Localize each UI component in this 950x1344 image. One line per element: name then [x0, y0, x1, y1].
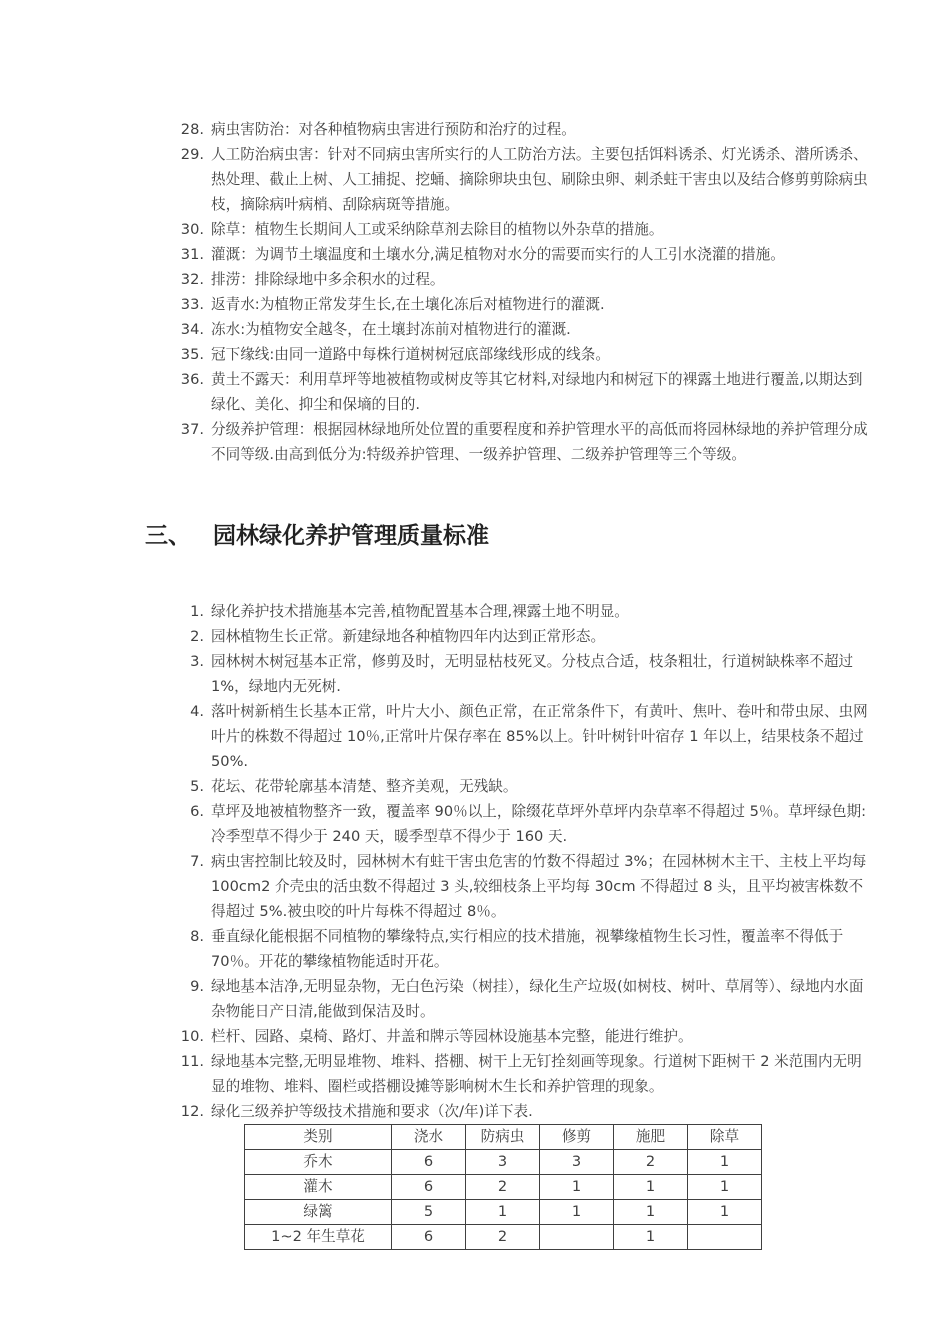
- table-cell: 乔木: [245, 1150, 392, 1175]
- item-text: 绿地基本洁净,无明显杂物，无白色污染（树挂），绿化生产垃圾(如树枝、树叶、草屑等）、绿地内水面杂物能日产日清,能做到保洁及时。: [211, 978, 864, 1020]
- item-number: 7.: [190, 853, 204, 870]
- standards-list: [0, 599, 950, 1124]
- item-number: 6.: [190, 803, 204, 820]
- item-text: 病虫害防治：对各种植物病虫害进行预防和治疗的过程。: [211, 121, 576, 138]
- item-number: 28.: [180, 121, 204, 138]
- table-cell: 6: [392, 1175, 466, 1200]
- table-cell: 3: [466, 1150, 540, 1175]
- item-text: 冠下缘线:由同一道路中每株行道树树冠底部缘线形成的线条。: [211, 346, 610, 363]
- item-text: 草坪及地被植物整齐一致，覆盖率 90％以上，除缀花草坪外草坪内杂草率不得超过 5％。草坪绿色期:冷季型草不得少于 240 天，暖季型草不得少于 160 天.: [211, 803, 866, 845]
- maintenance-table-wrapper: [244, 1124, 762, 1250]
- list-item: [0, 117, 871, 142]
- item-number: 2.: [190, 628, 204, 645]
- table-cell: 1: [540, 1175, 614, 1200]
- list-item: [0, 774, 871, 799]
- item-text: 落叶树新梢生长基本正常，叶片大小、颜色正常，在正常条件下，有黄叶、焦叶、卷叶和带虫尿、虫网叶片的株数不得超过 10％,正常叶片保存率在 85%以上。针叶树针叶宿存 1 年以上，结果枝条不超过 50%.: [211, 703, 868, 770]
- maintenance-table: [244, 1124, 762, 1250]
- list-item: [0, 242, 871, 267]
- item-number: 33.: [180, 296, 204, 313]
- item-number: 1.: [190, 603, 204, 620]
- table-cell: 2: [614, 1150, 688, 1175]
- table-cell: 1: [688, 1175, 762, 1200]
- list-item: [0, 699, 871, 774]
- terms-list: [0, 117, 950, 467]
- item-text: 黄土不露天：利用草坪等地被植物或树皮等其它材料,对绿地内和树冠下的裸露土地进行覆盖,以期达到绿化、美化、抑尘和保墒的目的.: [211, 371, 863, 413]
- item-text: 冻水:为植物安全越冬，在土壤封冻前对植物进行的灌溉.: [211, 321, 571, 338]
- list-item: [0, 142, 871, 217]
- list-item: [0, 1024, 871, 1049]
- table-cell: 灌木: [245, 1175, 392, 1200]
- table-row: [245, 1225, 762, 1250]
- table-header-cell: 防病虫: [466, 1125, 540, 1150]
- list-item: [0, 624, 871, 649]
- list-item: [0, 292, 871, 317]
- item-number: 36.: [180, 371, 204, 388]
- list-item: [0, 849, 871, 924]
- item-number: 8.: [190, 928, 204, 945]
- item-text: 栏杆、园路、桌椅、路灯、井盖和牌示等园林设施基本完整，能进行维护。: [211, 1028, 693, 1045]
- item-text: 绿化三级养护等级技术措施和要求（次/年)详下表.: [211, 1103, 533, 1120]
- section-heading: [145, 519, 489, 553]
- table-header-cell: 除草: [688, 1125, 762, 1150]
- list-item: [0, 649, 871, 699]
- table-header-cell: 类别: [245, 1125, 392, 1150]
- list-item: [0, 599, 871, 624]
- list-item: [0, 799, 871, 849]
- item-number: 34.: [180, 321, 204, 338]
- table-cell: 1: [688, 1150, 762, 1175]
- table-row: [245, 1200, 762, 1225]
- item-text: 灌溉：为调节土壤温度和土壤水分,满足植物对水分的需要而实行的人工引水浇灌的措施。: [211, 246, 785, 263]
- list-item: [0, 924, 871, 974]
- table-cell: 6: [392, 1225, 466, 1250]
- table-header-cell: 修剪: [540, 1125, 614, 1150]
- table-header-cell: 浇水: [392, 1125, 466, 1150]
- item-number: 12.: [180, 1103, 204, 1120]
- item-number: 3.: [190, 653, 204, 670]
- item-text: 返青水:为植物正常发芽生长,在土壤化冻后对植物进行的灌溉.: [211, 296, 605, 313]
- table-cell: 1: [466, 1200, 540, 1225]
- item-text: 垂直绿化能根据不同植物的攀缘特点,实行相应的技术措施，视攀缘植物生长习性，覆盖率不得低于 70％。开花的攀缘植物能适时开花。: [211, 928, 844, 970]
- item-text: 园林植物生长正常。新建绿地各种植物四年内达到正常形态。: [211, 628, 606, 645]
- item-text: 除草：植物生长期间人工或采纳除草剂去除目的植物以外杂草的措施。: [211, 221, 664, 238]
- list-item: [0, 1099, 871, 1124]
- list-item: [0, 217, 871, 242]
- table-header-row: [245, 1125, 762, 1150]
- list-item: [0, 267, 871, 292]
- item-text: 人工防治病虫害：针对不同病虫害所实行的人工防治方法。主要包括饵料诱杀、灯光诱杀、潜所诱杀、热处理、截止上树、人工捕捉、挖蛹、摘除卵块虫包、刷除虫卵、刺杀蛀干害虫以及结合修剪剪除病虫枝，摘除病叶病梢、刮除病斑等措施。: [211, 146, 868, 213]
- item-number: 29.: [180, 146, 204, 163]
- list-item: [0, 1049, 871, 1099]
- item-number: 30.: [180, 221, 204, 238]
- table-cell: 1: [614, 1175, 688, 1200]
- section-number: 三、: [145, 523, 191, 549]
- item-text: 排涝：排除绿地中多余积水的过程。: [211, 271, 445, 288]
- table-cell: [540, 1225, 614, 1250]
- table-row: [245, 1150, 762, 1175]
- item-text: 病虫害控制比较及时，园林树木有蛀干害虫危害的竹数不得超过 3%；在园林树木主干、主枝上平均每 100cm2 介壳虫的活虫数不得超过 3 头,较细枝条上平均每 30cm 不得超过 8 头，且平均被害株数不得超过 5%.被虫咬的叶片每株不得超过 8％。: [211, 853, 867, 920]
- table-cell: 6: [392, 1150, 466, 1175]
- item-number: 11.: [180, 1053, 204, 1070]
- list-item: [0, 317, 871, 342]
- item-text: 花坛、花带轮廓基本清楚、整齐美观，无残缺。: [211, 778, 518, 795]
- item-number: 4.: [190, 703, 204, 720]
- table-row: [245, 1175, 762, 1200]
- table-cell: 2: [466, 1225, 540, 1250]
- table-cell: 1: [540, 1200, 614, 1225]
- table-cell: [688, 1225, 762, 1250]
- item-text: 园林树木树冠基本正常，修剪及时，无明显枯枝死叉。分枝点合适，枝条粗壮，行道树缺株率不超过 1%，绿地内无死树.: [211, 653, 854, 695]
- item-number: 5.: [190, 778, 204, 795]
- item-text: 绿地基本完整,无明显堆物、堆料、搭棚、树干上无钉拴刻画等现象。行道树下距树干 2 米范围内无明显的堆物、堆料、圈栏或搭棚设摊等影响树木生长和养护管理的现象。: [211, 1053, 862, 1095]
- table-cell: 1: [688, 1200, 762, 1225]
- list-item: [0, 974, 871, 1024]
- list-item: [0, 367, 871, 417]
- item-number: 10.: [180, 1028, 204, 1045]
- table-cell: 2: [466, 1175, 540, 1200]
- item-number: 35.: [180, 346, 204, 363]
- item-number: 37.: [180, 421, 204, 438]
- list-item: [0, 342, 871, 367]
- item-number: 31.: [180, 246, 204, 263]
- table-cell: 绿篱: [245, 1200, 392, 1225]
- table-cell: 1: [614, 1200, 688, 1225]
- table-cell: 1: [614, 1225, 688, 1250]
- table-cell: 1~2 年生草花: [245, 1225, 392, 1250]
- table-cell: 3: [540, 1150, 614, 1175]
- item-number: 9.: [190, 978, 204, 995]
- item-number: 32.: [180, 271, 204, 288]
- list-item: [0, 417, 871, 467]
- item-text: 绿化养护技术措施基本完善,植物配置基本合理,裸露土地不明显。: [211, 603, 629, 620]
- table-header-cell: 施肥: [614, 1125, 688, 1150]
- item-text: 分级养护管理：根据园林绿地所处位置的重要程度和养护管理水平的高低而将园林绿地的养护管理分成不同等级.由高到低分为:特级养护管理、一级养护管理、二级养护管理等三个等级。: [211, 421, 868, 463]
- table-cell: 5: [392, 1200, 466, 1225]
- section-title: 园林绿化养护管理质量标准: [213, 523, 489, 549]
